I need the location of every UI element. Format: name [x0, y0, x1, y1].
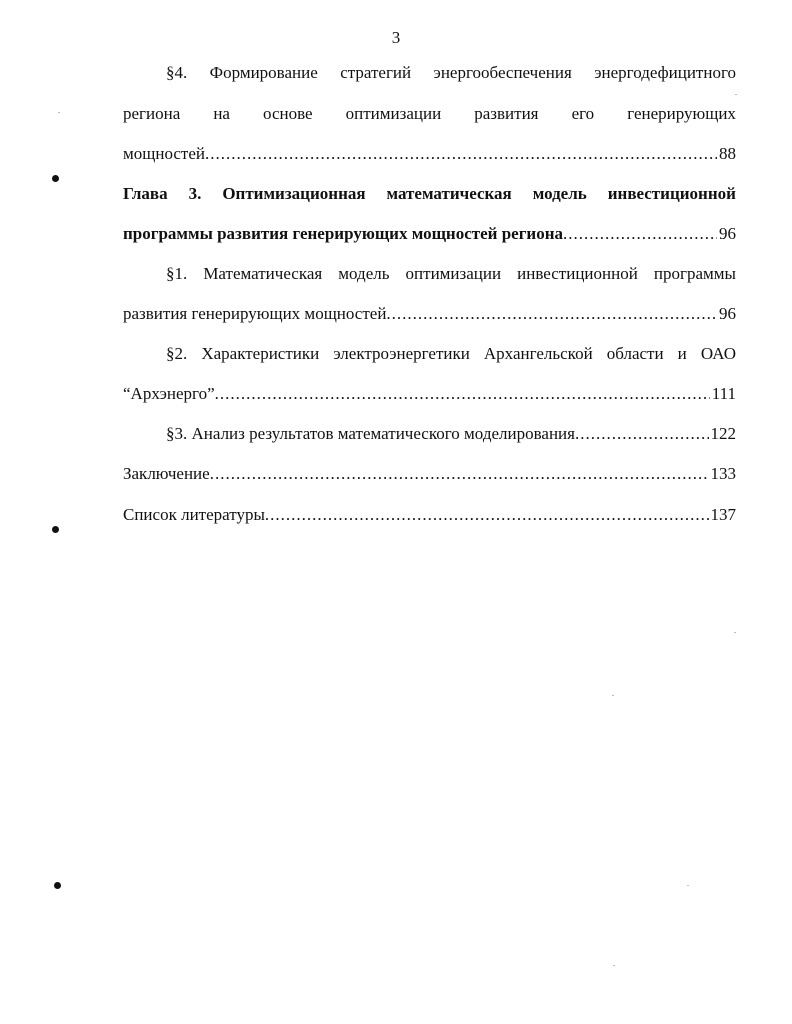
toc-conclusion[interactable]	[123, 463, 736, 485]
toc-s3[interactable]	[166, 423, 736, 445]
toc-s1-line2[interactable]	[123, 303, 736, 325]
toc-word: стратегий	[340, 63, 412, 82]
toc-entry-text: “Архэнерго”	[123, 384, 215, 403]
toc-page-number: 96	[719, 304, 736, 323]
toc-entry-text: программы развития генерирующих мощностей региона	[123, 224, 564, 243]
dot-leader	[563, 223, 717, 245]
scan-speck	[58, 112, 60, 113]
toc-word: Глава	[123, 184, 168, 203]
toc-page-number: 111	[711, 384, 736, 403]
toc-word: инвестиционной	[517, 264, 638, 283]
toc-word: его	[571, 104, 595, 123]
toc-s2-line1	[166, 343, 736, 365]
toc-entry-text: развития генерирующих мощностей	[123, 304, 387, 323]
binder-hole-mark	[52, 526, 59, 533]
scan-speck	[735, 94, 737, 95]
binder-hole-mark	[54, 882, 61, 889]
toc-word: программы	[653, 264, 736, 283]
toc-word: модель	[338, 264, 390, 283]
toc-s4-line1	[166, 62, 736, 84]
toc-entry-text: Список литературы	[123, 505, 265, 524]
toc-page-number: 133	[710, 464, 736, 483]
toc-page-number: 137	[710, 505, 736, 524]
toc-word: Характеристики	[201, 344, 320, 363]
toc-word: электроэнергетики	[333, 344, 470, 363]
toc-s4-line2	[123, 103, 736, 125]
page-number: 3	[391, 28, 401, 47]
toc-word: модель	[532, 184, 587, 203]
scan-speck	[687, 885, 689, 886]
toc-s2-line2[interactable]	[123, 383, 736, 405]
toc-word: генерирующих	[627, 104, 736, 123]
toc-word: Математическая	[203, 264, 323, 283]
toc-entry-text: мощностей	[123, 144, 205, 163]
toc-s4-line3[interactable]	[123, 143, 736, 165]
toc-word: на	[213, 104, 230, 123]
dot-leader	[210, 463, 709, 485]
toc-entry-text: §3. Анализ результатов математического моделирования	[166, 424, 575, 443]
scan-speck	[734, 632, 736, 633]
scan-speck	[613, 965, 615, 966]
toc-references[interactable]	[123, 504, 736, 526]
dot-leader	[265, 504, 709, 526]
toc-word: развития	[474, 104, 539, 123]
toc-page-number: 122	[710, 424, 736, 443]
toc-word: оптимизации	[345, 104, 442, 123]
toc-word: Формирование	[209, 63, 318, 82]
dot-leader	[386, 303, 717, 325]
toc-page-number: 88	[719, 144, 736, 163]
toc-word: Оптимизационная	[222, 184, 366, 203]
toc-word: основе	[263, 104, 313, 123]
toc-s1-line1	[166, 263, 736, 285]
toc-chapter3-line2[interactable]	[123, 223, 736, 245]
toc-word: §4.	[166, 63, 188, 82]
toc-word: 3.	[188, 184, 202, 203]
toc-word: области	[606, 344, 664, 363]
toc-chapter3-line1	[123, 183, 736, 205]
toc-word: инвестиционной	[607, 184, 736, 203]
dot-leader	[575, 423, 709, 445]
toc-entry-text: Заключение	[123, 464, 210, 483]
scan-speck	[612, 695, 614, 696]
binder-hole-mark	[52, 175, 59, 182]
dot-leader	[215, 383, 710, 405]
toc-word: энергодефицитного	[594, 63, 736, 82]
toc-word: энергообеспечения	[433, 63, 572, 82]
toc-word: оптимизации	[405, 264, 502, 283]
toc-word: §1.	[166, 264, 188, 283]
toc-word: региона	[123, 104, 181, 123]
toc-page-number: 96	[719, 224, 736, 243]
toc-word: и	[677, 344, 687, 363]
toc-word: ОАО	[700, 344, 736, 363]
toc-word: §2.	[166, 344, 188, 363]
toc-word: математическая	[386, 184, 512, 203]
dot-leader	[205, 143, 717, 165]
toc-word: Архангельской	[483, 344, 593, 363]
